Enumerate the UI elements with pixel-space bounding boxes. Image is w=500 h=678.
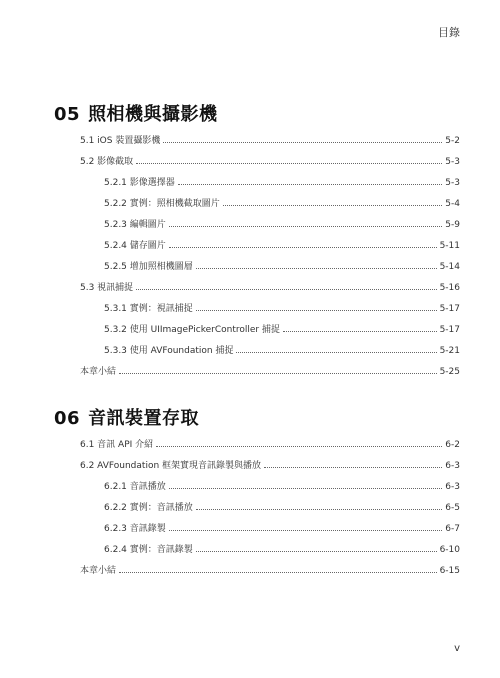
toc-entry[interactable] [80,363,460,377]
toc-entry-label: 本章小結 [80,367,117,377]
dot-leader [264,467,442,468]
toc-entry-label: 5.3.3 使用 AVFoundation 捕捉 [104,346,234,356]
toc-entry-label: 本章小結 [80,566,117,576]
chapter-number: 06 [54,408,81,429]
dot-leader [196,509,443,510]
toc-entry-page: 5-14 [439,262,460,272]
dot-leader [163,142,442,143]
toc-entry[interactable] [104,174,460,188]
toc-entry-label: 5.2.1 影像選擇器 [104,178,175,188]
toc-entry-page: 6-15 [439,566,460,576]
toc-entry-page: 5-17 [439,304,460,314]
chapter-title: 音訊裝置存取 [88,408,200,429]
toc-entry-page: 5-11 [439,241,460,251]
toc-entry[interactable] [80,132,460,146]
dot-leader [223,205,443,206]
dot-leader [178,184,443,185]
toc-entry-label: 5.3 視訊捕捉 [80,283,134,293]
toc-entry-page: 5-16 [439,283,460,293]
toc-entry[interactable] [104,237,460,251]
chapter-title: 照相機與攝影機 [88,104,218,125]
toc-entry-page: 6-2 [445,440,460,450]
dot-leader [283,331,437,332]
dot-leader [169,530,443,531]
dot-leader [236,352,436,353]
dot-leader [136,289,436,290]
page-number: v [454,643,460,654]
toc-entry[interactable] [104,300,460,314]
toc-entry-page: 5-17 [439,325,460,335]
toc-entry[interactable] [80,436,460,450]
toc-entry[interactable] [104,499,460,513]
toc-entry-page: 5-21 [439,346,460,356]
chapter-heading [54,100,218,126]
toc-entry[interactable] [104,321,460,335]
toc-entry-page: 6-5 [445,503,460,513]
toc-entry-label: 5.2.3 編輯圖片 [104,220,166,230]
toc-entry-label: 6.2.1 音訊播放 [104,482,166,492]
toc-entry-page: 6-3 [445,482,460,492]
toc-entry-label: 5.3.2 使用 UIImagePickerController 捕捉 [104,325,280,335]
toc-entry[interactable] [104,541,460,555]
running-header: 目錄 [438,26,460,39]
toc-entry[interactable] [104,216,460,230]
toc-entry[interactable] [104,520,460,534]
dot-leader [169,247,437,248]
toc-entry-label: 6.2.2 實例：音訊播放 [104,503,193,513]
toc-entry-label: 6.2.3 音訊錄製 [104,524,166,534]
toc-entry-label: 5.2.4 儲存圖片 [104,241,166,251]
toc-entry-page: 5-2 [445,136,460,146]
toc-entry[interactable] [80,153,460,167]
toc-entry-label: 5.1 iOS 裝置攝影機 [80,136,161,146]
toc-entry[interactable] [104,258,460,272]
toc-entry-page: 5-25 [439,367,460,377]
toc-entry-label: 6.2 AVFoundation 框架實現音訊錄製與播放 [80,461,262,471]
toc-entry-page: 6-10 [439,545,460,555]
toc-entry[interactable] [80,279,460,293]
dot-leader [196,551,437,552]
toc-entry[interactable] [80,562,460,576]
toc-entry-label: 5.2.2 實例：照相機截取圖片 [104,199,220,209]
dot-leader [119,373,437,374]
toc-entry[interactable] [104,195,460,209]
toc-entry[interactable] [104,478,460,492]
dot-leader [169,488,443,489]
toc-entry-page: 6-3 [445,461,460,471]
toc-entry[interactable] [104,342,460,356]
toc-entry-label: 5.2.5 增加照相機圖層 [104,262,193,272]
toc-entry-page: 6-7 [445,524,460,534]
dot-leader [196,268,437,269]
dot-leader [169,226,443,227]
toc-entry-page: 5-4 [445,199,460,209]
chapter-heading [54,404,199,430]
dot-leader [156,446,442,447]
toc-entry-label: 5.2 影像截取 [80,157,134,167]
toc-entry-label: 6.1 音訊 API 介紹 [80,440,154,450]
chapter-number: 05 [54,104,81,125]
toc-entry-page: 5-3 [445,178,460,188]
toc-entry-page: 5-9 [445,220,460,230]
dot-leader [196,310,437,311]
toc-entry[interactable] [80,457,460,471]
dot-leader [136,163,442,164]
toc-entry-label: 5.3.1 實例：視訊捕捉 [104,304,193,314]
toc-entry-page: 5-3 [445,157,460,167]
dot-leader [119,572,437,573]
toc-entry-label: 6.2.4 實例：音訊錄製 [104,545,193,555]
